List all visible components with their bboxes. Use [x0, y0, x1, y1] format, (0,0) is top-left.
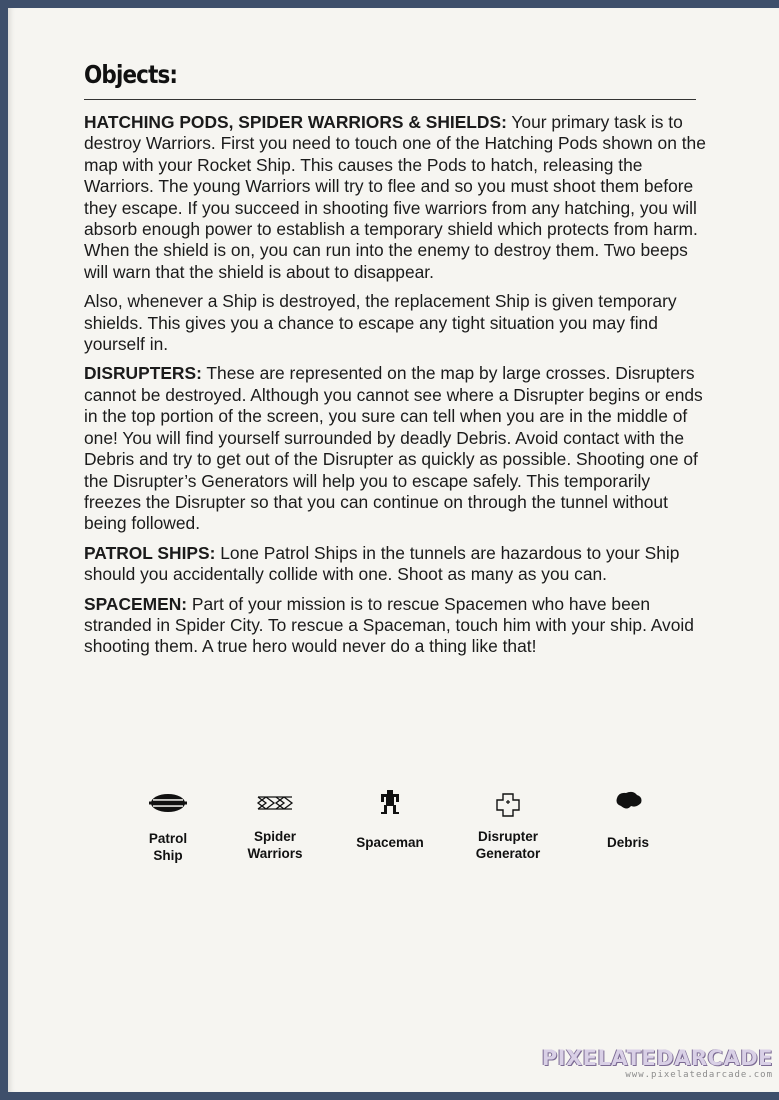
- legend-label: Spider Warriors: [247, 829, 303, 861]
- watermark-url: www.pixelatedarcade.com: [625, 1070, 773, 1080]
- section-hatching-pods: [84, 112, 706, 283]
- section-text: These are represented on the map by large crosses. Disrupters cannot be destroyed. Although you cannot see where a Disrupter begins or ends in the top portion of the screen, you sure can tell when you are in the middle of one! You will find yourself surrounded by deadly Debris. Avoid contact with the Debris and try to get out of the Disrupter as quickly as possible. Shooting one of the Disrupter’s Generators will help you to escape safely. This temporarily freezes the Disrupter so that you can continue on through the tunnel without being followed.: [84, 363, 703, 534]
- section-lead: HATCHING PODS, SPIDER WARRIORS & SHIELDS:: [84, 112, 507, 132]
- section-text: Your primary task is to destroy Warriors. First you need to touch one of the Hatching Pods shown on the map with your Rocket Ship. This causes the Pods to hatch, releasing the Warriors. The young Warriors will try to flee and so you must shoot them before they escape. If you succeed in shooting five warriors from any hatching, you will absorb enough power to establish a temporary shield which protects from harm. When the shield is on, you can run into the enemy to destroy them. Two beeps will warn that the shield is about to disappear.: [84, 112, 706, 282]
- page-title: Objects:: [84, 60, 178, 89]
- manual-page: [8, 8, 779, 1092]
- legend-label: Patrol Ship: [148, 831, 188, 863]
- disrupter-generator-icon: [453, 790, 563, 820]
- section-spacemen: [84, 594, 706, 658]
- legend-label: Spaceman: [356, 835, 424, 850]
- watermark: [542, 1046, 773, 1080]
- object-legend: [113, 786, 673, 876]
- section-lead: DISRUPTERS:: [84, 363, 202, 384]
- section-text: Lone Patrol Ships in the tunnels are hazardous to your Ship should you accidentally collide with one. Shoot as many as you can.: [84, 542, 680, 585]
- section-lead: PATROL SHIPS:: [84, 542, 216, 563]
- section-replacement-ship: [84, 291, 706, 355]
- section-lead: SPACEMEN:: [84, 593, 188, 614]
- spider-warriors-icon: [220, 788, 330, 818]
- patrol-ship-icon: [113, 788, 223, 818]
- legend-label: Disrupter Generator: [475, 829, 541, 861]
- watermark-logo: PIXELATEDARCADE: [541, 1046, 773, 1070]
- debris-icon: [573, 786, 683, 816]
- legend-label: Debris: [606, 835, 650, 850]
- body-text: [84, 112, 706, 666]
- section-text: Also, whenever a Ship is destroyed, the replacement Ship is given temporary shields. This gives you a chance to escape any tight situation you may find yourself in.: [84, 291, 677, 355]
- section-disrupters: [84, 363, 706, 534]
- spaceman-icon: [335, 786, 445, 816]
- title-rule: [84, 99, 696, 100]
- section-text: Part of your mission is to rescue Spacemen who have been stranded in Spider City. To rescue a Spaceman, touch him with your ship. Avoid shooting them. A true hero would never do a thing like that!: [84, 593, 694, 657]
- section-patrol-ships: [84, 543, 706, 586]
